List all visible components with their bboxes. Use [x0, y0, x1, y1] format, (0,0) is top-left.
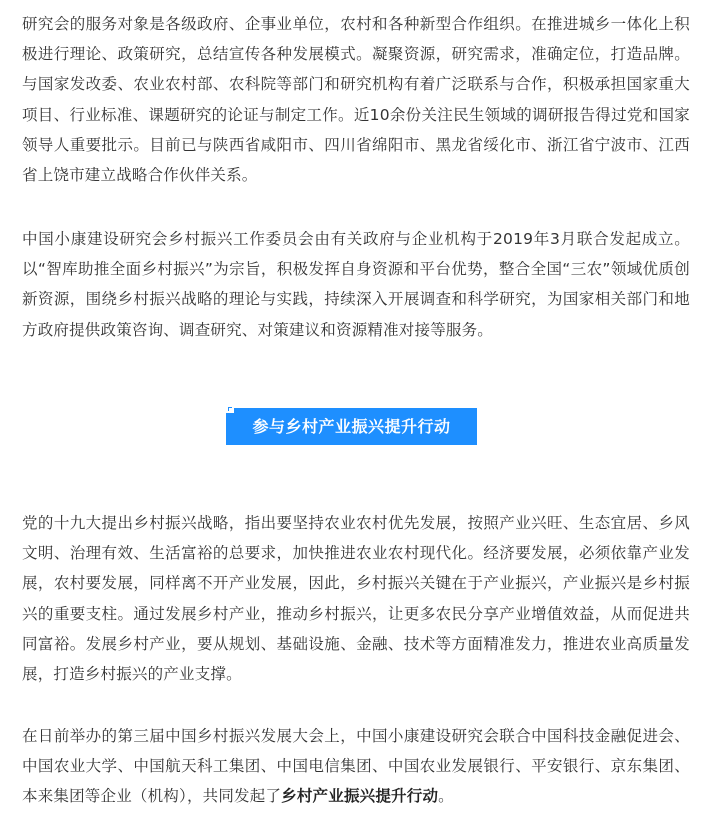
section-title: 参与乡村产业振兴提升行动	[226, 408, 477, 445]
corner-decoration-icon	[226, 405, 234, 413]
section-title-block	[226, 405, 477, 445]
paragraph-rural-revitalization-committee: 中国小康建设研究会乡村振兴工作委员会由有关政府与企业机构于2019年3月联合发起成立。以“智库助推全面乡村振兴”为宗旨，积极发挥自身资源和平台优势，整合全国“三农”领域优质创新资源，围绕乡村振兴战略的理论与实践，持续深入开展调查和科学研究，为国家相关部门和地方政府提供政策咨询、调查研究、对策建议和资源精准对接等服务。	[22, 230, 690, 339]
paragraph-conference-text: 在日前举办的第三届中国乡村振兴发展大会上，中国小康建设研究会联合中国科技金融促进会、中国农业大学、中国航天科工集团、中国电信集团、中国农业发展银行、平安银行、京东集团、本来集团等企业（机构），共同发起了	[22, 727, 690, 806]
initiative-name-bold: 乡村产业振兴提升行动	[281, 787, 439, 806]
paragraph-conference-end: 。	[438, 787, 454, 806]
paragraph-development-conference	[22, 721, 690, 812]
paragraph-research-association-services: 研究会的服务对象是各级政府、企事业单位，农村和各种新型合作组织。在推进城乡一体化上积极进行理论、政策研究，总结宣传各种发展模式。凝聚资源，研究需求，准确定位，打造品牌。与国家发改委、农业农村部、农科院等部门和研究机构有着广泛联系与合作，积极承担国家重大项目、行业标准、课题研究的论证与制定工作。近10余份关注民生领域的调研报告得过党和国家领导人重要批示。目前已与陕西省咸阳市、四川省绵阳市、黑龙省绥化市、浙江省宁波市、江西省上饶市建立战略合作伙伴关系。	[22, 15, 690, 185]
paragraph-industry-revitalization: 党的十九大提出乡村振兴战略，指出要坚持农业农村优先发展，按照产业兴旺、生态宜居、乡风文明、治理有效、生活富裕的总要求，加快推进农业农村现代化。经济要发展，必须依靠产业发展，农村要发展，同样离不开产业发展，因此，乡村振兴关键在于产业振兴，产业振兴是乡村振兴的重要支柱。通过发展乡村产业，推动乡村振兴，让更多农民分享产业增值效益，从而促进共同富裕。发展乡村产业，要从规划、基础设施、金融、技术等方面精准发力，推进农业高质量发展，打造乡村振兴的产业支撑。	[22, 514, 690, 684]
